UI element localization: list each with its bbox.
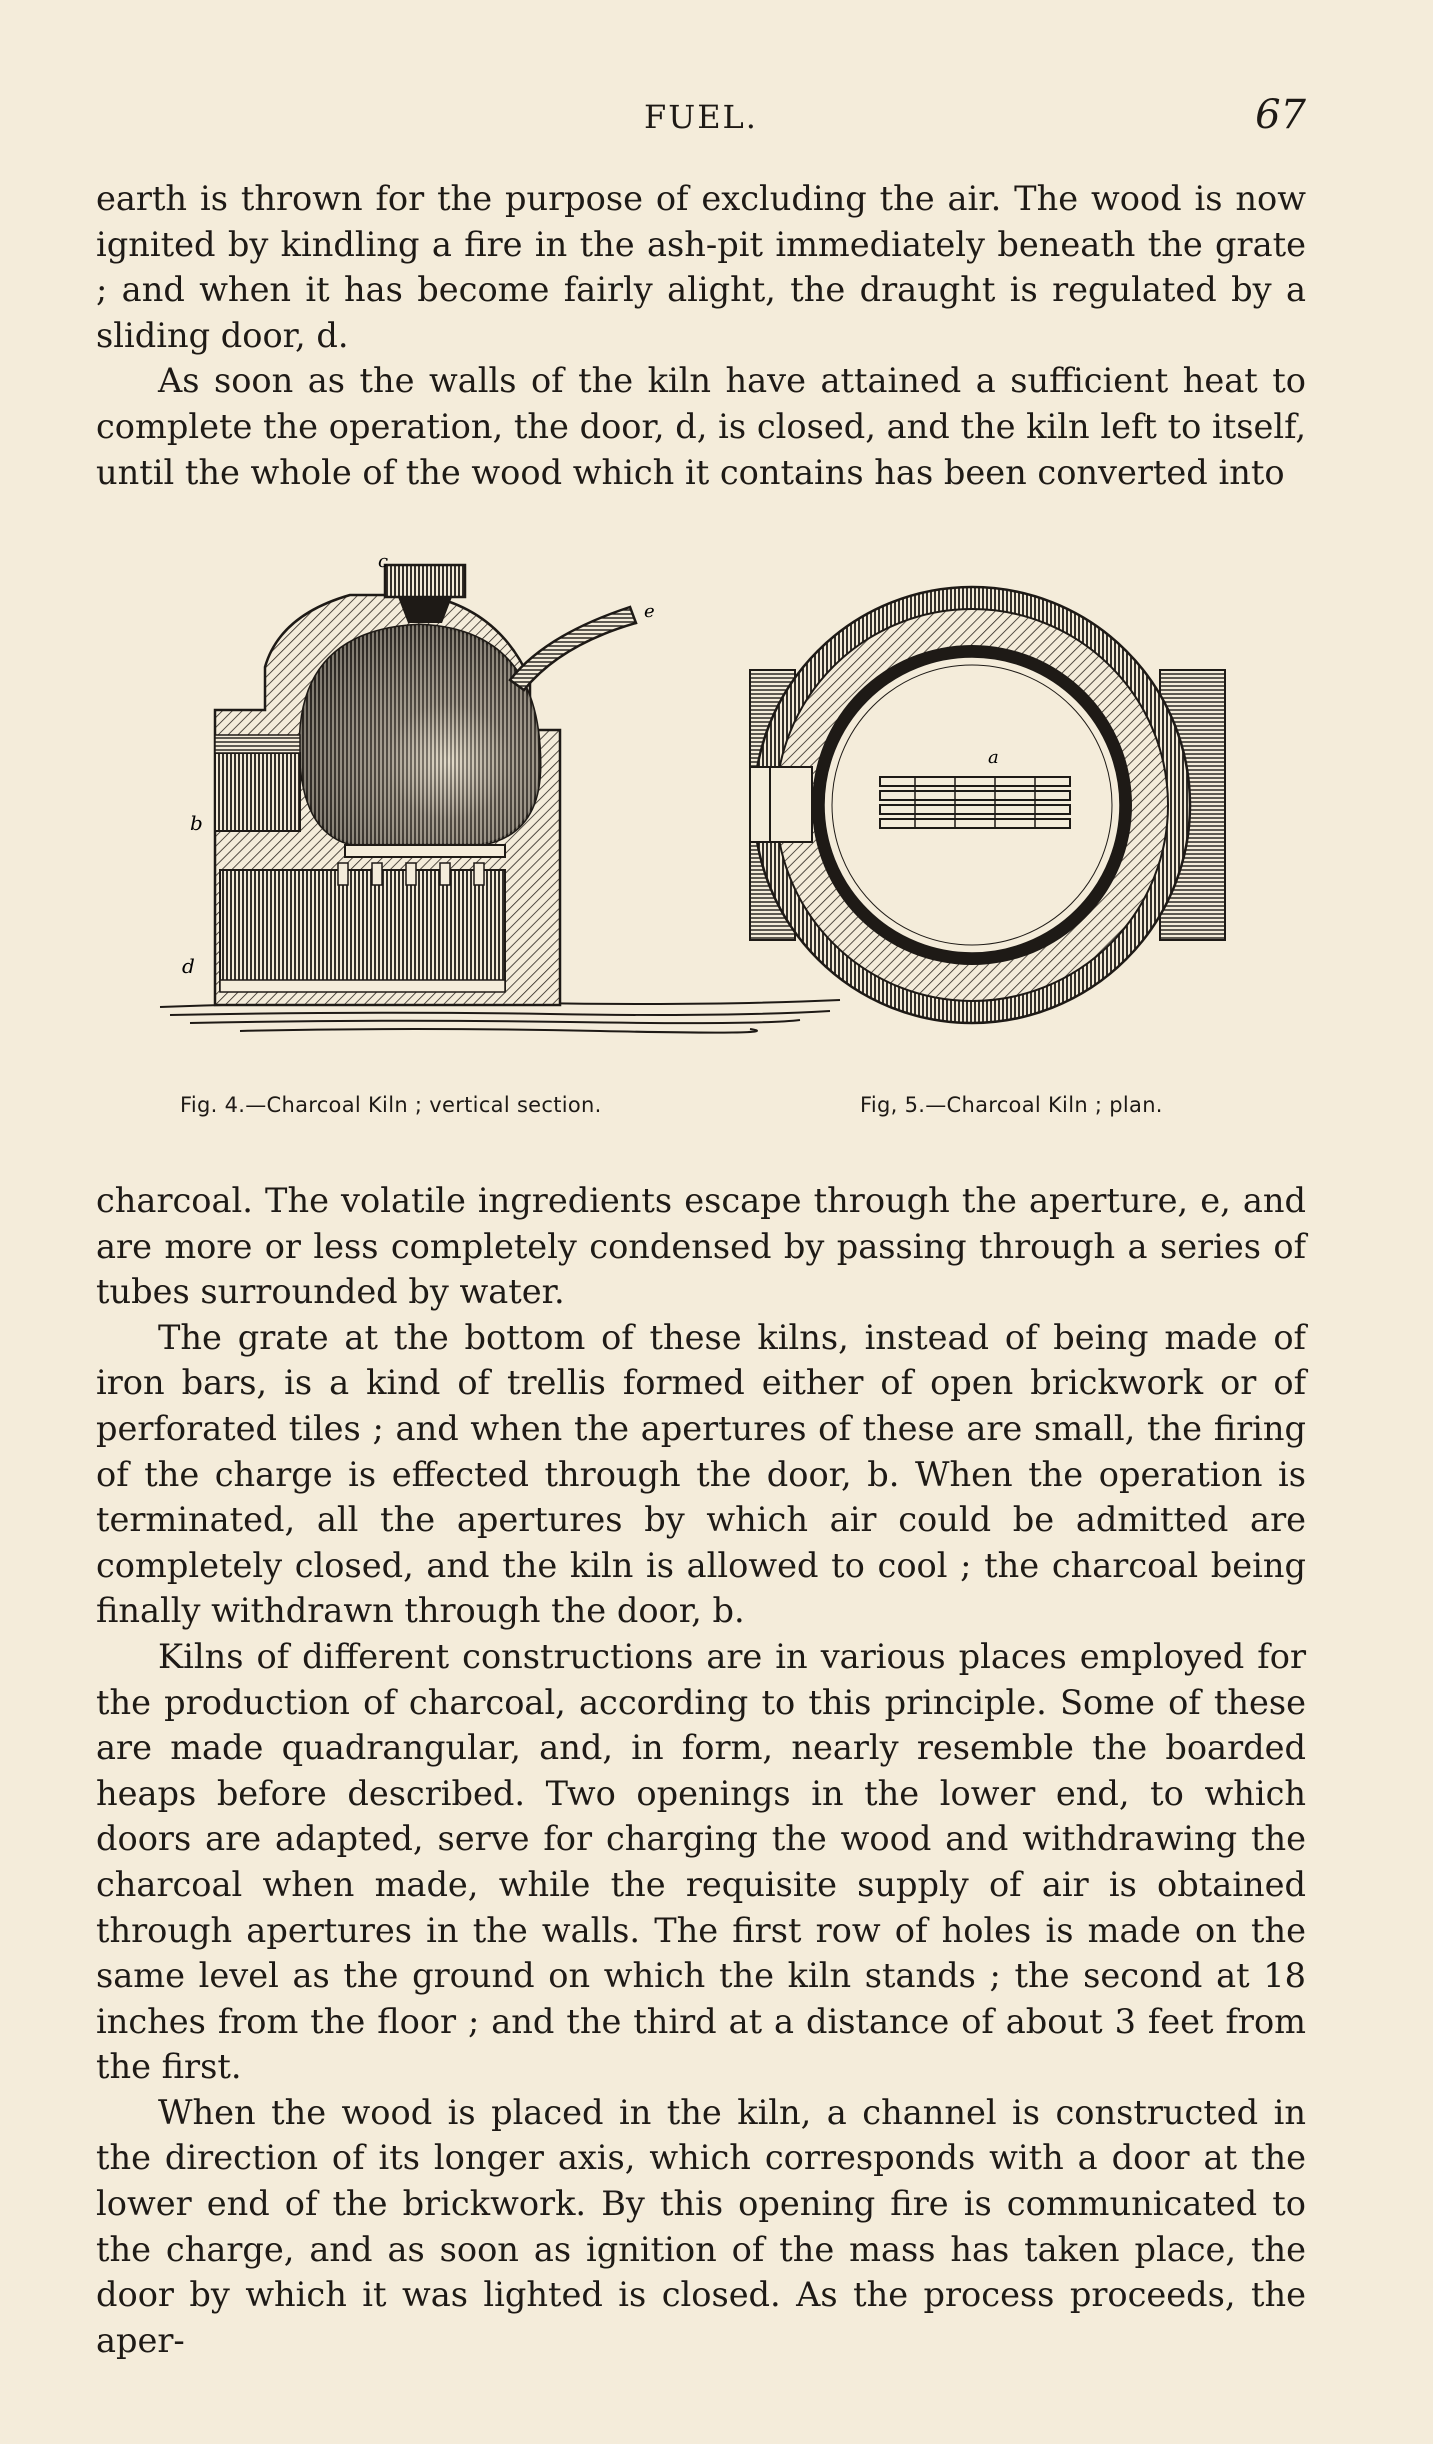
text-block-top xyxy=(96,176,1306,495)
kiln-illustration xyxy=(150,545,1290,1055)
page-number: 67 xyxy=(1255,92,1306,138)
paragraph: The grate at the bottom of these kilns, instead of being made of iron bars, is a kind of trellis formed either of open brickwork or of perforated tiles ; and when the apertures of these are small, the firing of the charge is effected through the door, b. When the operation is terminated, all the apertures by which air could be admitted are completely closed, and the kiln is allowed to cool ; the charcoal being finally withdrawn through the door, b. xyxy=(96,1317,1306,1631)
running-head xyxy=(96,92,1306,140)
fig4-label-d: d xyxy=(182,954,195,978)
running-title: FUEL. xyxy=(644,98,758,136)
paragraph: Kilns of different constructions are in various places employed for the production of charcoal, according to this principle. Some of these are made quadrangular, and, in form, nearly resemble the boarded heaps before described. Two openings in the lower end, to which doors are adapted, serve for charging the wood and withdrawing the charcoal when made, while the requisite supply of air is obtained through apertures in the walls. The first row of holes is made on the same level as the ground on which the kiln stands ; the second at 18 inches from the floor ; and the third at a distance of about 3 feet from the first. xyxy=(96,1636,1306,2087)
fig4-label-e: e xyxy=(644,601,655,622)
fig4-label-b: b xyxy=(190,811,203,835)
figure-kiln xyxy=(150,545,1290,1055)
figure-5-caption: Fig, 5.—Charcoal Kiln ; plan. xyxy=(860,1093,1163,1117)
fig5-plan-drawing xyxy=(750,587,1225,1023)
paragraph: When the wood is placed in the kiln, a channel is constructed in the direction of its longer axis, which corresponds with a door at the lower end of the brickwork. By this opening fire is communicated to the charge, and as soon as ignition of the mass has taken place, the door by which it was lighted is closed. As the process proceeds, the aper- xyxy=(96,2092,1306,2360)
fig5-label-a: a xyxy=(988,747,999,768)
paragraph: earth is thrown for the purpose of excluding the air. The wood is now ignited by kindling a fire in the ash-pit immediately beneath the grate ; and when it has become fairly alight, the draught is regulated by a sliding door, d. xyxy=(96,179,1306,355)
fig4-section-drawing xyxy=(160,551,840,1033)
paragraph: As soon as the walls of the kiln have attained a sufficient heat to complete the operation, the door, d, is closed, and the kiln left to itself, until the whole of the wood which it contains has been converted into xyxy=(96,361,1306,492)
text-block-bottom xyxy=(96,1178,1306,2363)
paragraph: charcoal. The volatile ingredients escape through the aperture, e, and are more or less completely condensed by passing through a series of tubes surrounded by water. xyxy=(96,1181,1306,1312)
fig4-label-c: c xyxy=(378,551,389,572)
figure-4-caption: Fig. 4.—Charcoal Kiln ; vertical section. xyxy=(180,1093,602,1117)
